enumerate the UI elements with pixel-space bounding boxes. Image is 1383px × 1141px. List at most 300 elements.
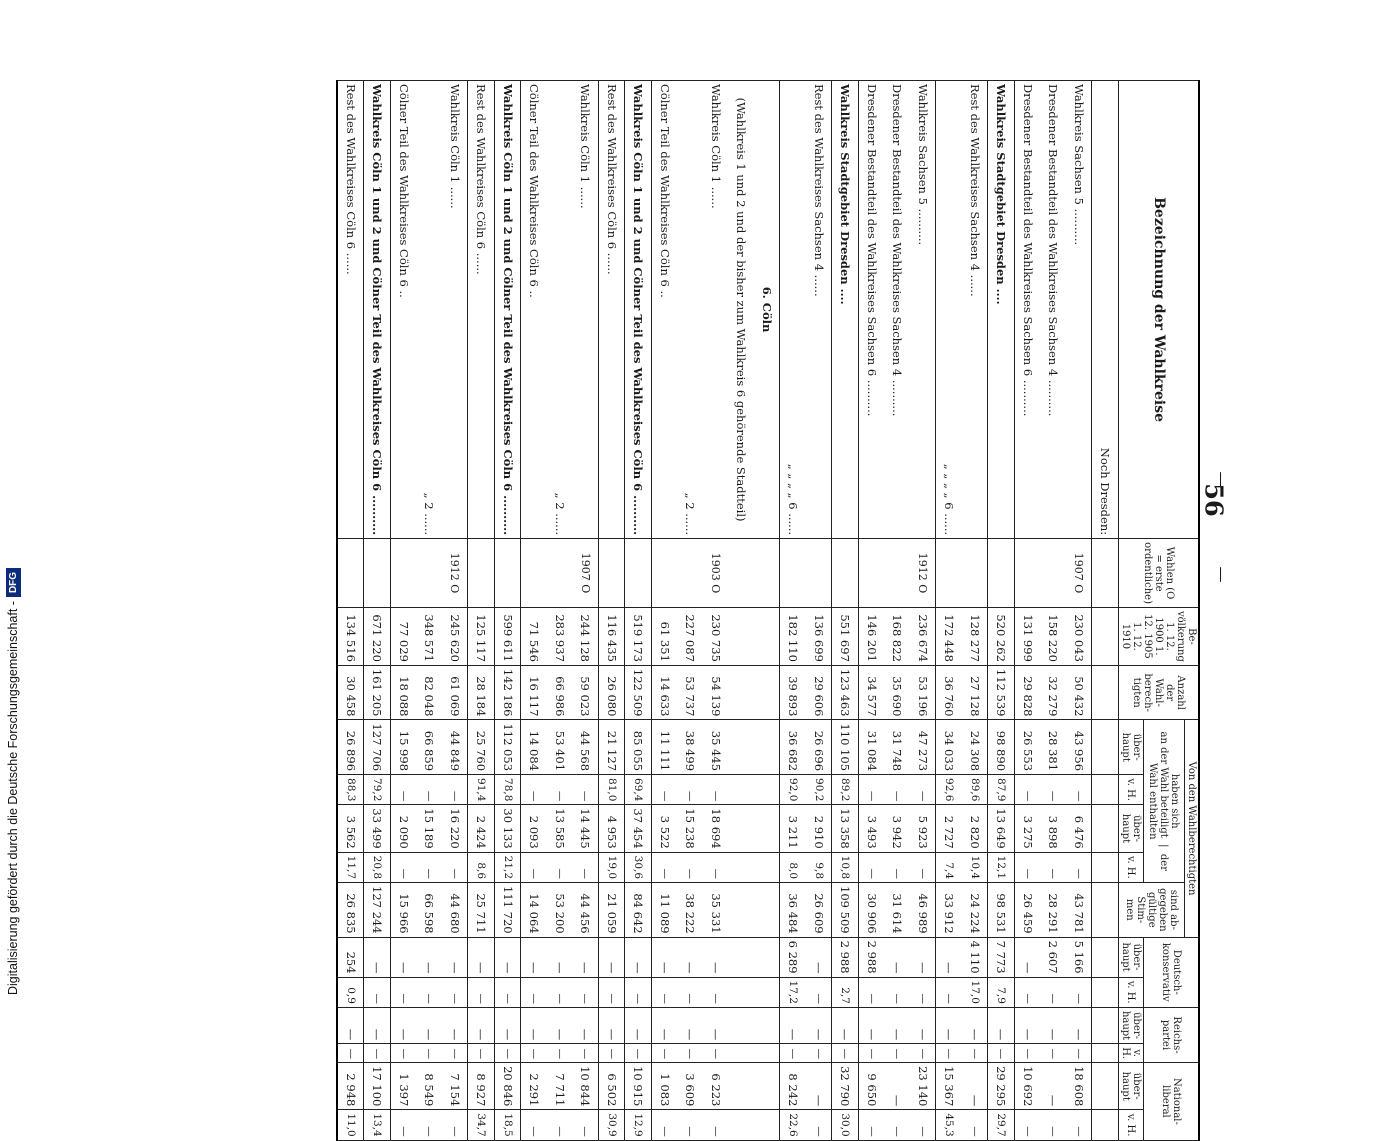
cell-dk: — (391, 937, 417, 977)
cell-bet: 35 445 (703, 720, 729, 775)
cell-nl: — (962, 1063, 988, 1110)
table-row (806, 81, 832, 1141)
cell-gs: 26 459 (1015, 883, 1041, 938)
cell-rpp: — (1015, 1044, 1041, 1063)
cell-nl: — (806, 1063, 832, 1110)
cell-rpp: — (391, 1044, 417, 1063)
cell-entp: — (442, 852, 468, 882)
cell-bev: 230 735 (703, 607, 729, 665)
table-row (468, 81, 495, 1141)
cell-betp (754, 775, 780, 805)
header-haben-sich-text: haben sich (1169, 773, 1181, 829)
table-row (962, 81, 988, 1141)
cell-bev: 520 262 (988, 607, 1015, 665)
header-anzahl: Anzahl der Wahl- berech- tigten (1119, 665, 1200, 720)
cell-yr: 1912 O (910, 539, 936, 608)
cell-rpp: — (652, 1044, 678, 1063)
cell-ent: 2 093 (521, 805, 547, 852)
cell-dkp: — (625, 977, 652, 1007)
table-row (495, 81, 522, 1141)
cell-dk: 2 607 (1041, 937, 1067, 977)
cell-yr (652, 539, 678, 608)
cell-betp: 69,4 (625, 775, 652, 805)
cell-name: Noch Dresden: (1092, 81, 1119, 539)
cell-rpp: — (495, 1044, 522, 1063)
cell-rpp: — (442, 1044, 468, 1063)
cell-ber: 34 577 (859, 665, 885, 720)
cell-entp: — (521, 852, 547, 882)
cell-name: „ „ „ „ 6 ...... (936, 81, 962, 539)
cell-ber: 14 633 (652, 665, 678, 720)
cell-nlp: 45,3 (936, 1110, 962, 1140)
cell-entp: 20,8 (364, 852, 391, 882)
header-ueberhaupt: über- haupt (1119, 937, 1144, 977)
cell-yr (391, 539, 417, 608)
table-row (1092, 81, 1119, 1141)
cell-ent: 3 942 (885, 805, 911, 852)
cell-bev: 348 571 (417, 607, 443, 665)
dfg-logo: DFG (6, 568, 21, 597)
cell-nlp: — (417, 1110, 443, 1140)
cell-dk: — (885, 937, 911, 977)
cell-rpp (729, 1044, 755, 1063)
cell-nlp: — (703, 1110, 729, 1140)
cell-dk: — (599, 937, 626, 977)
cell-ber: 161 205 (364, 665, 391, 720)
cell-betp: 90,2 (806, 775, 832, 805)
header-haben-sich: haben sich an der Wahl beteiligt | der Wahl enthalten (1144, 720, 1185, 883)
cell-gs (754, 883, 780, 938)
cell-gs (729, 883, 755, 938)
cell-yr (780, 539, 806, 608)
cell-nlp: — (859, 1110, 885, 1140)
cell-bet (729, 720, 755, 775)
cell-dk: — (652, 937, 678, 977)
cell-rpp: — (910, 1044, 936, 1063)
cell-nlp: 13,4 (364, 1110, 391, 1140)
table-row (599, 81, 626, 1141)
cell-gs: 14 064 (521, 883, 547, 938)
header-name: Bezeichnung der Wahlkreise (1119, 81, 1200, 539)
cell-rpp (1092, 1044, 1119, 1063)
cell-rpp: — (573, 1044, 599, 1063)
header-ueberhaupt: über- haupt (1119, 720, 1144, 775)
cell-dk: 2 988 (832, 937, 859, 977)
header-vh: v. H. (1119, 1110, 1144, 1140)
cell-rpp: — (780, 1044, 806, 1063)
cell-gs: 111 720 (495, 883, 522, 938)
cell-entp: 8,0 (780, 852, 806, 882)
cell-name: Cölner Teil des Wahlkreises Cöln 6 .. (521, 81, 547, 539)
cell-rp: — (364, 1007, 391, 1043)
cell-nl: 1 397 (391, 1063, 417, 1110)
cell-rpp: — (468, 1044, 495, 1063)
cell-name: „ 2 ...... (417, 81, 443, 539)
cell-bet (1092, 720, 1119, 775)
page-dash-left: — (1212, 471, 1232, 488)
election-table (336, 80, 1200, 1141)
cell-rpp: — (962, 1044, 988, 1063)
cell-entp: — (910, 852, 936, 882)
cell-entp (1092, 852, 1119, 882)
footer-credit (6, 568, 21, 995)
cell-bet: 38 499 (678, 720, 704, 775)
cell-ber: 59 023 (573, 665, 599, 720)
cell-ber: 53 737 (678, 665, 704, 720)
cell-ent: 13 358 (832, 805, 859, 852)
header-stimmen: sind ab- gegeben gültige Stim- men (1119, 883, 1185, 938)
cell-name: Wahlkreis Sachsen 5 .......... (1066, 81, 1092, 539)
cell-betp: — (547, 775, 573, 805)
cell-nl: 8 927 (468, 1063, 495, 1110)
cell-rpp: — (521, 1044, 547, 1063)
cell-rp: — (521, 1007, 547, 1043)
cell-rp: — (885, 1007, 911, 1043)
cell-yr (337, 539, 364, 608)
cell-yr (495, 539, 522, 608)
cell-name: Rest des Wahlkreises Sachsen 4 ...... (806, 81, 832, 539)
cell-bet: 53 401 (547, 720, 573, 775)
cell-ber: 29 606 (806, 665, 832, 720)
cell-dk (729, 937, 755, 977)
cell-rp: — (936, 1007, 962, 1043)
cell-rpp: — (1066, 1044, 1092, 1063)
cell-dkp: — (859, 977, 885, 1007)
cell-name: Dresdener Bestandteil des Wahlkreises Sachsen 4 .......... (1041, 81, 1067, 539)
cell-bet: 110 105 (832, 720, 859, 775)
cell-ber: 112 539 (988, 665, 1015, 720)
cell-yr (806, 539, 832, 608)
cell-nlp: 30,0 (832, 1110, 859, 1140)
cell-entp: 21,2 (495, 852, 522, 882)
table-row (521, 81, 547, 1141)
cell-rpp: — (832, 1044, 859, 1063)
cell-name: Wahlkreis Cöln 1 und 2 und Cölner Teil des Wahlkreises Cöln 6 .......... (495, 81, 522, 539)
cell-rp: — (988, 1007, 1015, 1043)
cell-yr (1041, 539, 1067, 608)
cell-ber: 28 184 (468, 665, 495, 720)
cell-gs: 26 835 (337, 883, 364, 938)
cell-gs: 44 680 (442, 883, 468, 938)
cell-dkp: — (573, 977, 599, 1007)
cell-yr (417, 539, 443, 608)
cell-nlp (1092, 1110, 1119, 1140)
cell-nl: 1 083 (652, 1063, 678, 1110)
table-row (337, 81, 364, 1141)
cell-yr (468, 539, 495, 608)
cell-dkp: — (417, 977, 443, 1007)
cell-nl: 15 367 (936, 1063, 962, 1110)
cell-name: Rest des Wahlkreises Cöln 6 ...... (468, 81, 495, 539)
cell-ber: 142 186 (495, 665, 522, 720)
cell-bev: 245 620 (442, 607, 468, 665)
cell-bet: 44 568 (573, 720, 599, 775)
cell-entp: — (652, 852, 678, 882)
cell-rp: — (442, 1007, 468, 1043)
cell-name: „ „ „ „ 6 ...... (780, 81, 806, 539)
cell-nlp (754, 1110, 780, 1140)
cell-bev (754, 607, 780, 665)
cell-bet: 28 381 (1041, 720, 1067, 775)
cell-ent: 3 275 (1015, 805, 1041, 852)
cell-name: „ 2 ...... (678, 81, 704, 539)
cell-gs: 38 222 (678, 883, 704, 938)
table-row (988, 81, 1015, 1141)
cell-gs: 11 089 (652, 883, 678, 938)
cell-name: Wahlkreis Cöln 1 ...... (703, 81, 729, 539)
cell-nl: 20 846 (495, 1063, 522, 1110)
cell-bev: 136 699 (806, 607, 832, 665)
cell-dk: 4 110 (962, 937, 988, 977)
cell-betp (729, 775, 755, 805)
cell-rpp: — (678, 1044, 704, 1063)
cell-yr (547, 539, 573, 608)
cell-rpp: — (599, 1044, 626, 1063)
cell-dkp: — (806, 977, 832, 1007)
cell-gs: 84 642 (625, 883, 652, 938)
cell-betp: 92,0 (780, 775, 806, 805)
cell-dkp: — (521, 977, 547, 1007)
cell-betp: 88,3 (337, 775, 364, 805)
cell-yr (962, 539, 988, 608)
cell-bet: 34 033 (936, 720, 962, 775)
cell-betp: 91,4 (468, 775, 495, 805)
cell-betp: 89,6 (962, 775, 988, 805)
cell-betp: — (1041, 775, 1067, 805)
cell-ber: 26 080 (599, 665, 626, 720)
cell-nl (754, 1063, 780, 1110)
cell-rpp: — (936, 1044, 962, 1063)
table-row (832, 81, 859, 1141)
cell-nlp: — (806, 1110, 832, 1140)
cell-dkp: — (910, 977, 936, 1007)
cell-yr (936, 539, 962, 608)
cell-bet: 24 308 (962, 720, 988, 775)
header-enthalten: der Wahl enthalten (1147, 762, 1170, 872)
cell-name: Wahlkreis Stadtgebiet Dresden .... (988, 81, 1015, 539)
cell-rp: — (1015, 1007, 1041, 1043)
cell-dk: — (547, 937, 573, 977)
table-row (625, 81, 652, 1141)
header-von-den: Von den Wahlberechtigten (1185, 720, 1200, 937)
cell-ent: 14 445 (573, 805, 599, 852)
cell-entp: — (573, 852, 599, 882)
header-wahlen: Wahlen (O = erste ordentliche) (1119, 539, 1200, 608)
cell-nlp: — (962, 1110, 988, 1140)
cell-dk: 7 773 (988, 937, 1015, 977)
cell-bev (729, 607, 755, 665)
table-row (729, 81, 755, 1141)
cell-dkp: — (599, 977, 626, 1007)
page-dash-right: — (1212, 566, 1232, 583)
cell-dk: 5 166 (1066, 937, 1092, 977)
cell-rpp: — (547, 1044, 573, 1063)
cell-ent: 5 923 (910, 805, 936, 852)
cell-ent (729, 805, 755, 852)
cell-betp: — (910, 775, 936, 805)
cell-rpp: — (1041, 1044, 1067, 1063)
cell-gs: 28 291 (1041, 883, 1067, 938)
cell-nlp: 11,0 (337, 1110, 364, 1140)
cell-nlp: — (442, 1110, 468, 1140)
cell-nl: 8 242 (780, 1063, 806, 1110)
cell-bet: 36 682 (780, 720, 806, 775)
cell-ent: 4 953 (599, 805, 626, 852)
cell-rp: — (625, 1007, 652, 1043)
cell-bev: 671 220 (364, 607, 391, 665)
cell-yr (1015, 539, 1041, 608)
cell-name: Wahlkreis Cöln 1 ...... (573, 81, 599, 539)
cell-dk: 254 (337, 937, 364, 977)
cell-dk: — (364, 937, 391, 977)
cell-nl: 6 502 (599, 1063, 626, 1110)
cell-ber (1092, 665, 1119, 720)
cell-bev: 236 674 (910, 607, 936, 665)
header-deutschkons: Deutsch- konservativ (1144, 937, 1200, 1007)
cell-betp: 79,2 (364, 775, 391, 805)
cell-gs: 127 244 (364, 883, 391, 938)
cell-rp: — (780, 1007, 806, 1043)
cell-entp: — (391, 852, 417, 882)
cell-nlp: — (1015, 1110, 1041, 1140)
cell-yr: 1903 O (703, 539, 729, 608)
cell-entp: 7,4 (936, 852, 962, 882)
cell-dkp: — (1066, 977, 1092, 1007)
cell-ber: 39 893 (780, 665, 806, 720)
cell-dkp: 7,9 (988, 977, 1015, 1007)
table-body (337, 81, 1119, 1141)
cell-ent: 3 522 (652, 805, 678, 852)
cell-bet: 85 055 (625, 720, 652, 775)
cell-bev: 131 999 (1015, 607, 1041, 665)
cell-rpp: — (703, 1044, 729, 1063)
cell-name: Wahlkreis Cöln 1 ...... (442, 81, 468, 539)
cell-bet: 43 956 (1066, 720, 1092, 775)
cell-ber: 18 088 (391, 665, 417, 720)
table-row (417, 81, 443, 1141)
cell-nl: 10 692 (1015, 1063, 1041, 1110)
cell-rpp: — (364, 1044, 391, 1063)
cell-rp: — (859, 1007, 885, 1043)
cell-betp: — (652, 775, 678, 805)
cell-bev: 128 277 (962, 607, 988, 665)
cell-ent: 2 090 (391, 805, 417, 852)
cell-ent: 2 910 (806, 805, 832, 852)
cell-entp: 10,4 (962, 852, 988, 882)
cell-bet: 31 748 (885, 720, 911, 775)
cell-bev: 61 351 (652, 607, 678, 665)
cell-rp: — (678, 1007, 704, 1043)
cell-rp (729, 1007, 755, 1043)
cell-betp: — (1015, 775, 1041, 805)
cell-yr (625, 539, 652, 608)
cell-gs: 66 598 (417, 883, 443, 938)
cell-bet: 25 760 (468, 720, 495, 775)
cell-entp: — (1066, 852, 1092, 882)
table-row (573, 81, 599, 1141)
cell-ent: 15 238 (678, 805, 704, 852)
cell-dk: — (625, 937, 652, 977)
cell-dkp: — (495, 977, 522, 1007)
cell-dk: — (678, 937, 704, 977)
cell-betp: — (573, 775, 599, 805)
cell-bev: 158 220 (1041, 607, 1067, 665)
cell-ent: 3 898 (1041, 805, 1067, 852)
cell-rpp (754, 1044, 780, 1063)
table-row (859, 81, 885, 1141)
table-row (910, 81, 936, 1141)
cell-gs: 35 331 (703, 883, 729, 938)
cell-nl: 2 291 (521, 1063, 547, 1110)
cell-entp: 30,6 (625, 852, 652, 882)
cell-dk: — (495, 937, 522, 977)
cell-gs: 46 989 (910, 883, 936, 938)
cell-dkp: 17,0 (962, 977, 988, 1007)
cell-yr: 1907 O (1066, 539, 1092, 608)
cell-nl: — (1041, 1063, 1067, 1110)
cell-bet: 31 084 (859, 720, 885, 775)
page-number: 56 (1199, 483, 1229, 517)
cell-dk: — (936, 937, 962, 977)
cell-dk (1092, 937, 1119, 977)
cell-dkp: — (547, 977, 573, 1007)
cell-nlp (729, 1110, 755, 1140)
cell-dk (754, 937, 780, 977)
cell-bev: 551 697 (832, 607, 859, 665)
cell-nl (729, 1063, 755, 1110)
cell-entp: — (885, 852, 911, 882)
cell-entp: 11,7 (337, 852, 364, 882)
cell-rp: — (703, 1007, 729, 1043)
cell-betp: — (885, 775, 911, 805)
header-vh: v. H. (1119, 775, 1144, 805)
cell-name: Rest des Wahlkreises Cöln 6 ...... (599, 81, 626, 539)
cell-dkp: — (652, 977, 678, 1007)
cell-ber: 29 828 (1015, 665, 1041, 720)
cell-ent: 33 499 (364, 805, 391, 852)
cell-nl: 7 154 (442, 1063, 468, 1110)
cell-nlp: 34,7 (468, 1110, 495, 1140)
table-row (391, 81, 417, 1141)
cell-dkp: 0,9 (337, 977, 364, 1007)
cell-ber: 35 690 (885, 665, 911, 720)
cell-gs: 98 531 (988, 883, 1015, 938)
cell-bev (1092, 607, 1119, 665)
cell-bev: 168 822 (885, 607, 911, 665)
cell-betp (1092, 775, 1119, 805)
header-ueberhaupt: über- haupt (1119, 1063, 1144, 1110)
cell-rp: — (910, 1007, 936, 1043)
cell-nlp: — (521, 1110, 547, 1140)
cell-entp (754, 852, 780, 882)
cell-nl: 2 948 (337, 1063, 364, 1110)
cell-bev: 71 546 (521, 607, 547, 665)
table-row (652, 81, 678, 1141)
cell-name: „ 2 ...... (547, 81, 573, 539)
cell-entp: — (703, 852, 729, 882)
cell-ent: 13 585 (547, 805, 573, 852)
cell-nlp: — (652, 1110, 678, 1140)
cell-ber: 82 048 (417, 665, 443, 720)
cell-name: 6. Cöln (754, 81, 780, 539)
header-reichspartei: Reichs- partei (1144, 1007, 1200, 1062)
cell-nl: 3 609 (678, 1063, 704, 1110)
cell-name: Wahlkreis Stadtgebiet Dresden .... (832, 81, 859, 539)
cell-gs: 44 456 (573, 883, 599, 938)
cell-bev: 77 029 (391, 607, 417, 665)
cell-ent: 37 454 (625, 805, 652, 852)
cell-betp: — (703, 775, 729, 805)
